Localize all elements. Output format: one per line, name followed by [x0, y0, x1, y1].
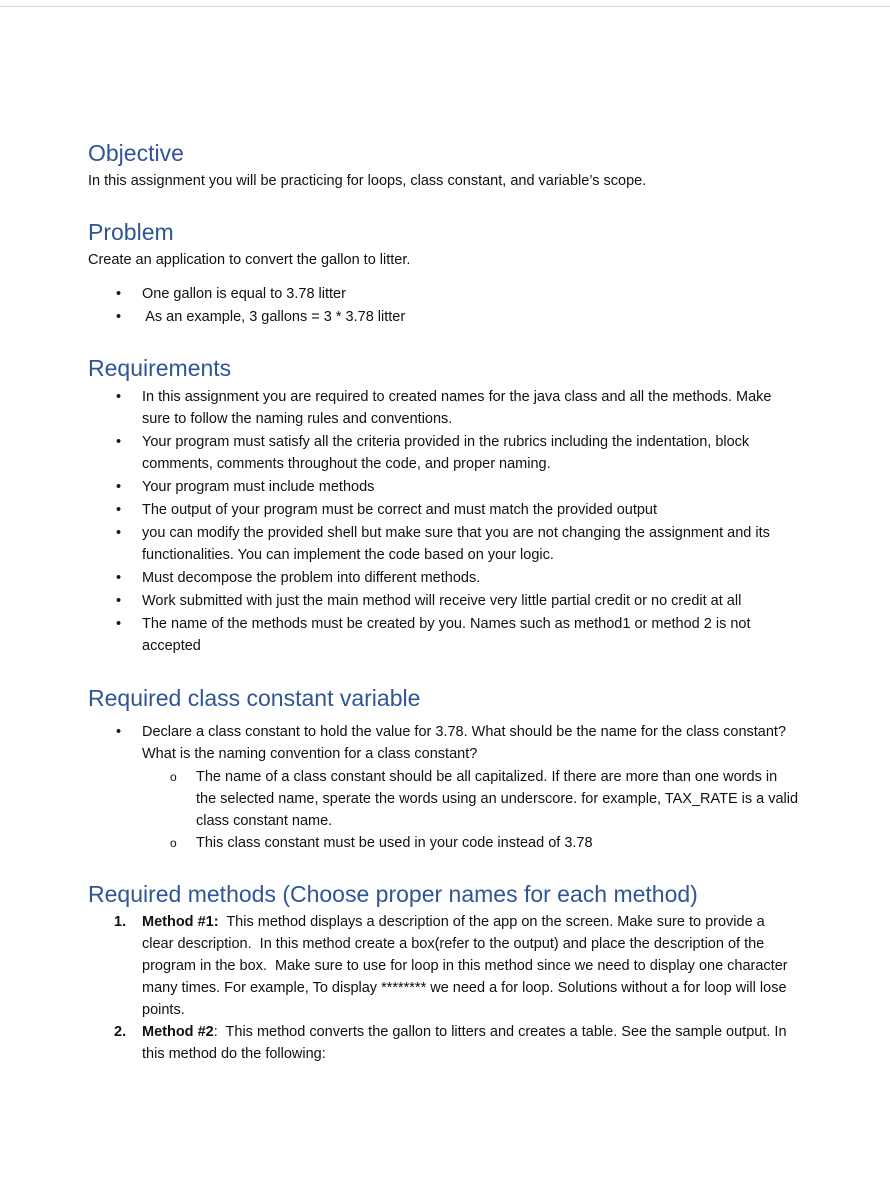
bullet-icon: •: [116, 389, 122, 405]
bullet-icon: •: [116, 570, 122, 586]
class-constant-heading: Required class constant variable: [88, 685, 421, 711]
list-item: [88, 911, 800, 1021]
problem-bullet-list: [88, 283, 800, 328]
list-item: • In this assignment you are required to created names for the java class and all the methods. Make sure to follow the naming rules and conventions.: [88, 386, 800, 430]
problem-text: Create an application to convert the gallon to litter.: [88, 252, 411, 268]
objective-heading: Objective: [88, 140, 184, 166]
list-item: o The name of a class constant should be all capitalized. If there are more than one words in the selected name, sperate the words using an underscore. for example, TAX_RATE is a valid class constant name.: [88, 766, 800, 832]
list-item: • The name of the methods must be created by you. Names such as method1 or method 2 is not accepted: [88, 613, 800, 657]
list-item: • Your program must satisfy all the criteria provided in the rubrics including the indentation, block comments, comments throughout the code, and proper naming.: [88, 431, 800, 475]
list-item: • you can modify the provided shell but make sure that you are not changing the assignment and its functionalities. You can implement the code based on your logic.: [88, 522, 800, 566]
methods-numbered-list: [88, 911, 800, 1065]
method-label: Method #1:: [142, 914, 219, 930]
bullet-icon: •: [116, 616, 122, 632]
list-item: • Your program must include methods: [88, 476, 800, 498]
bullet-icon: •: [116, 525, 122, 541]
bullet-icon: •: [116, 434, 122, 450]
list-item: • Work submitted with just the main method will receive very little partial credit or no credit at all: [88, 590, 800, 612]
methods-heading: Required methods (Choose proper names for each method): [88, 881, 698, 907]
class-constant-bullet-list: [88, 721, 800, 765]
circle-bullet-icon: o: [170, 836, 177, 850]
class-constant-sub-list: [88, 766, 800, 854]
list-item: • As an example, 3 gallons = 3 * 3.78 litter: [88, 306, 800, 328]
bullet-icon: •: [116, 502, 122, 518]
requirements-bullet-list: [88, 386, 800, 657]
list-item: o This class constant must be used in your code instead of 3.78: [88, 832, 800, 854]
objective-text: In this assignment you will be practicing for loops, class constant, and variable’s scope.: [88, 173, 647, 189]
bullet-icon: •: [116, 479, 122, 495]
problem-heading: Problem: [88, 219, 174, 245]
document-page: [88, 138, 800, 1065]
list-item: • Declare a class constant to hold the value for 3.78. What should be the name for the class constant? What is the naming convention for a class constant?: [88, 721, 800, 765]
method-label: Method #2: [142, 1024, 214, 1040]
requirements-heading: Requirements: [88, 355, 232, 381]
circle-bullet-icon: o: [170, 770, 177, 784]
list-number: 1.: [114, 914, 127, 930]
list-item: • Must decompose the problem into different methods.: [88, 567, 800, 589]
list-item: • The output of your program must be correct and must match the provided output: [88, 499, 800, 521]
list-number: 2.: [114, 1024, 127, 1040]
bullet-icon: •: [116, 724, 122, 740]
top-border: [0, 6, 890, 7]
bullet-icon: •: [116, 309, 122, 325]
bullet-icon: •: [116, 286, 122, 302]
list-item: • One gallon is equal to 3.78 litter: [88, 283, 800, 305]
list-item: [88, 1021, 800, 1065]
bullet-icon: •: [116, 593, 122, 609]
method-description: This method displays a description of the app on the screen. Make sure to provide a clear description. In this method create a box(refer to the output) and place the description of the program in the box. Make sure to use for loop in this method since we need to display one character many times. For example, To display ******** we need a for loop. Solutions without a for loop will lose points.: [142, 914, 792, 1018]
method-description: : This method converts the gallon to litters and creates a table. See the sample output. In this method do the following:: [142, 1024, 791, 1062]
